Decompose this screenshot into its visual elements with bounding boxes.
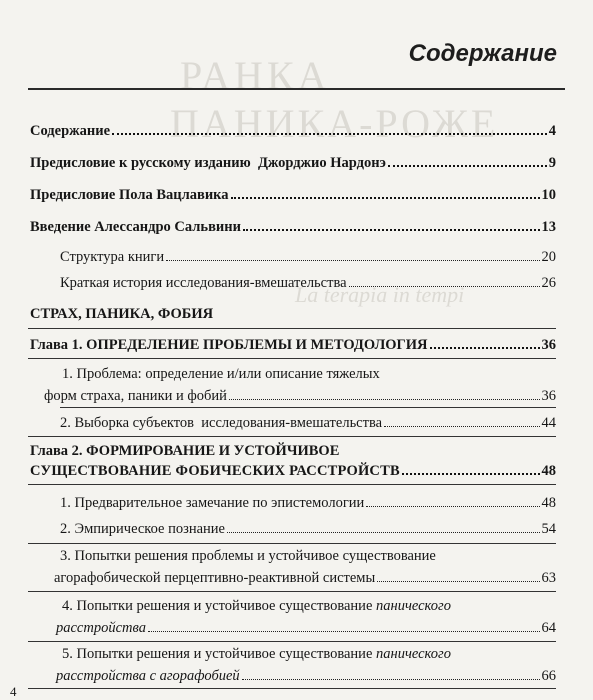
toc-entry-title: Структура книги [60,249,165,265]
toc-entry-title-line-1: Глава 2. ФОРМИРОВАНИЕ И УСТОЙЧИВОЕ [30,443,340,459]
toc-subentry-history[interactable] [60,274,556,292]
toc-subentry-ch2-1[interactable] [60,494,556,512]
dot-leader [349,286,540,287]
dot-leader [430,347,540,349]
toc-entry-title-line-2: расстройства [56,620,146,636]
dot-leader [231,197,540,199]
toc-subentry-ch2-5[interactable] [56,645,556,685]
toc-entry-title-line-2: СУЩЕСТВОВАНИЕ ФОБИЧЕСКИХ РАССТРОЙСТВ [30,463,400,479]
toc-entry-title: 1. Предварительное замечание по эпистемологии [60,495,365,511]
toc-entry-title: Предисловие Пола Вацлавика [30,187,229,203]
section-divider [28,543,556,544]
toc-page-number: 54 [541,521,556,537]
toc-entry-title: Введение Алессандро Сальвини [30,219,241,235]
toc-entry-title-italic: панического [376,646,451,662]
toc-entry-intro[interactable] [30,218,556,236]
toc-entry-title: Глава 1. ОПРЕДЕЛЕНИЕ ПРОБЛЕМЫ И МЕТОДОЛОГИЯ [30,337,428,353]
dot-leader [388,165,547,167]
dot-leader [112,133,547,135]
section-divider [28,358,556,359]
dot-leader [148,631,540,632]
toc-subentry-ch2-4[interactable] [56,597,556,637]
toc-entry-title: Содержание [30,123,111,139]
dot-leader [384,426,539,427]
dot-leader [166,260,539,261]
toc-page-number: 36 [541,388,556,404]
bleed-through-line-2: ПАНИКА-РОЖЕ [170,101,499,146]
section-divider [28,641,556,642]
toc-page-number: 44 [541,415,556,431]
toc-entry-title: 2. Эмпирическое познание [60,521,225,537]
toc-entry-title-line-1 [62,645,556,663]
section-divider [28,591,556,592]
toc-entry-chapter-2[interactable] [30,442,556,480]
bleed-through-line-1: РАНКА [180,53,331,98]
toc-page-number: 48 [541,463,556,479]
toc-page-number: 36 [541,337,556,353]
dot-leader [402,473,540,475]
toc-page-number: 66 [541,668,556,684]
toc-subentry-ch2-2[interactable] [60,520,556,538]
toc-page-number: 9 [548,155,556,171]
dot-leader [366,506,539,507]
toc-entry-title-plain: 4. Попытки решения и устойчивое существование [62,598,377,614]
toc-entry-preface-pol[interactable] [30,186,556,204]
section-divider [28,436,556,437]
toc-entry-title-line-1 [62,597,556,615]
toc-entry-title-line-1: 1. Проблема: определение и/или описание тяжелых [62,366,380,382]
toc-entry-title-line-2: форм страха, паники и фобий [44,388,227,404]
toc-entry-title: Краткая история исследования-вмешательства [60,275,347,291]
title-rule [28,88,565,90]
toc-subentry-ch2-3[interactable] [54,547,556,587]
section-divider [60,407,556,408]
section-divider [28,688,556,689]
toc-entry-title-line-2: расстройства с агорафобией [56,668,240,684]
toc-entry-title: Предисловие к русскому изданию Джорджио Нардонэ [30,155,386,171]
section-divider [28,484,556,485]
toc-entry-title-italic: панического [376,598,451,614]
toc-entry-chapter-1[interactable] [30,336,556,354]
section-divider [28,328,556,329]
bleed-through-line-3: La terapia in tempi [295,282,465,307]
toc-page-number: 48 [541,495,556,511]
page-number-footer: 4 [10,684,17,699]
dot-leader [229,399,540,400]
toc-entry-title-plain: 5. Попытки решения и устойчивое существование [62,646,377,662]
dot-leader [227,532,540,533]
toc-entry-title: 2. Выборка субъектов исследования-вмешательства [60,415,383,431]
toc-entry-preface-ru[interactable] [30,154,556,172]
toc-page-number: 13 [541,219,556,235]
toc-entry-title-line-2: агорафобической перцептивно-реактивной системы [54,570,376,586]
toc-page-number: 10 [541,187,556,203]
toc-page-number: 26 [541,275,556,291]
toc-subentry-structure[interactable] [60,248,556,266]
dot-leader [242,679,540,680]
toc-page-number: 64 [541,620,556,636]
toc-page-number: 4 [548,123,556,139]
part-title: СТРАХ, ПАНИКА, ФОБИЯ [30,306,214,322]
toc-entry-title-line-1: 3. Попытки решения проблемы и устойчивое существование [60,548,436,564]
toc-subentry-ch1-1[interactable] [44,365,556,405]
toc-page-number: 20 [541,249,556,265]
toc-page-number: 63 [541,570,556,586]
toc-entry-contents[interactable] [30,122,556,140]
page-title: Содержание [408,40,557,67]
dot-leader [377,581,539,582]
toc-subentry-ch1-2[interactable] [60,414,556,432]
dot-leader [243,229,540,231]
